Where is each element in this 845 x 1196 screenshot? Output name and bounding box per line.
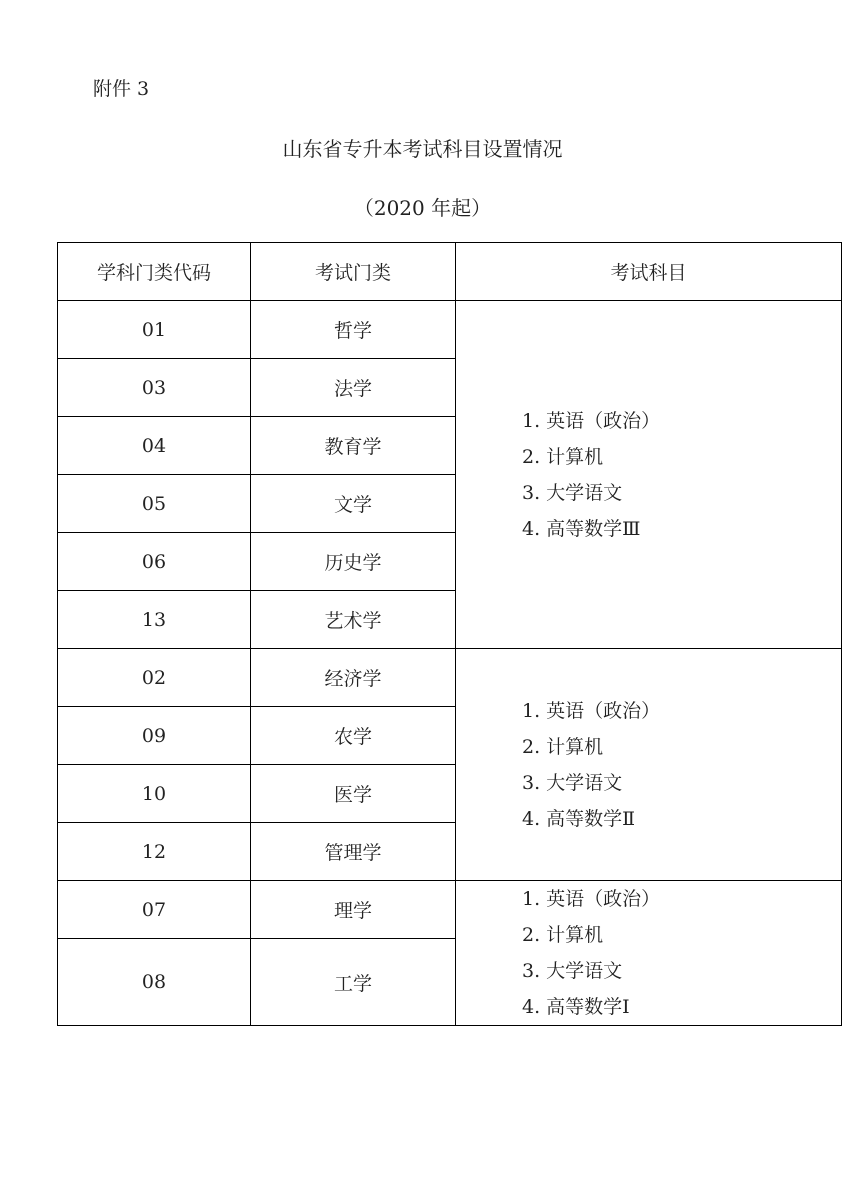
subject-item: 1. 英语（政治） bbox=[522, 699, 661, 722]
code-cell: 12 bbox=[58, 823, 251, 881]
code-cell: 13 bbox=[58, 591, 251, 649]
document-title: 山东省专升本考试科目设置情况 bbox=[282, 137, 563, 161]
subject-item: 4. 高等数学Ⅲ bbox=[522, 517, 641, 540]
subject-item: 2. 计算机 bbox=[522, 445, 604, 468]
category-cell: 文学 bbox=[251, 475, 456, 533]
category-cell: 法学 bbox=[251, 359, 456, 417]
subject-item: 2. 计算机 bbox=[522, 735, 604, 758]
code-cell: 08 bbox=[58, 939, 251, 1026]
subject-item: 1. 英语（政治） bbox=[522, 409, 661, 432]
code-cell: 02 bbox=[58, 649, 251, 707]
subject-item: 3. 大学语文 bbox=[522, 481, 623, 504]
subject-item: 2. 计算机 bbox=[522, 924, 604, 946]
code-cell: 09 bbox=[58, 707, 251, 765]
subjects-cell bbox=[456, 881, 842, 1026]
category-cell: 教育学 bbox=[251, 417, 456, 475]
table-row bbox=[58, 881, 842, 939]
code-cell: 07 bbox=[58, 881, 251, 939]
code-cell: 01 bbox=[58, 301, 251, 359]
code-cell: 03 bbox=[58, 359, 251, 417]
table-row bbox=[58, 301, 842, 359]
category-cell: 艺术学 bbox=[251, 591, 456, 649]
header-code: 学科门类代码 bbox=[58, 243, 251, 301]
category-cell: 管理学 bbox=[251, 823, 456, 881]
header-subjects: 考试科目 bbox=[456, 243, 842, 301]
code-cell: 06 bbox=[58, 533, 251, 591]
document-subtitle: （2020 年起） bbox=[353, 196, 492, 220]
category-cell: 历史学 bbox=[251, 533, 456, 591]
category-cell: 经济学 bbox=[251, 649, 456, 707]
code-cell: 10 bbox=[58, 765, 251, 823]
category-cell: 农学 bbox=[251, 707, 456, 765]
table-row bbox=[58, 649, 842, 707]
code-cell: 04 bbox=[58, 417, 251, 475]
table-header-row bbox=[58, 243, 842, 301]
exam-subjects-table bbox=[57, 242, 842, 1026]
subjects-cell bbox=[456, 301, 842, 649]
subject-item: 4. 高等数学Ⅰ bbox=[522, 996, 630, 1018]
subject-item: 3. 大学语文 bbox=[522, 771, 623, 794]
category-cell: 工学 bbox=[251, 939, 456, 1026]
category-cell: 哲学 bbox=[251, 301, 456, 359]
header-category: 考试门类 bbox=[251, 243, 456, 301]
code-cell: 05 bbox=[58, 475, 251, 533]
subject-item: 4. 高等数学Ⅱ bbox=[522, 807, 636, 830]
attachment-label: 附件 3 bbox=[93, 78, 150, 100]
category-cell: 医学 bbox=[251, 765, 456, 823]
subject-item: 3. 大学语文 bbox=[522, 960, 623, 982]
subjects-cell bbox=[456, 649, 842, 881]
category-cell: 理学 bbox=[251, 881, 456, 939]
subject-item: 1. 英语（政治） bbox=[522, 888, 661, 910]
